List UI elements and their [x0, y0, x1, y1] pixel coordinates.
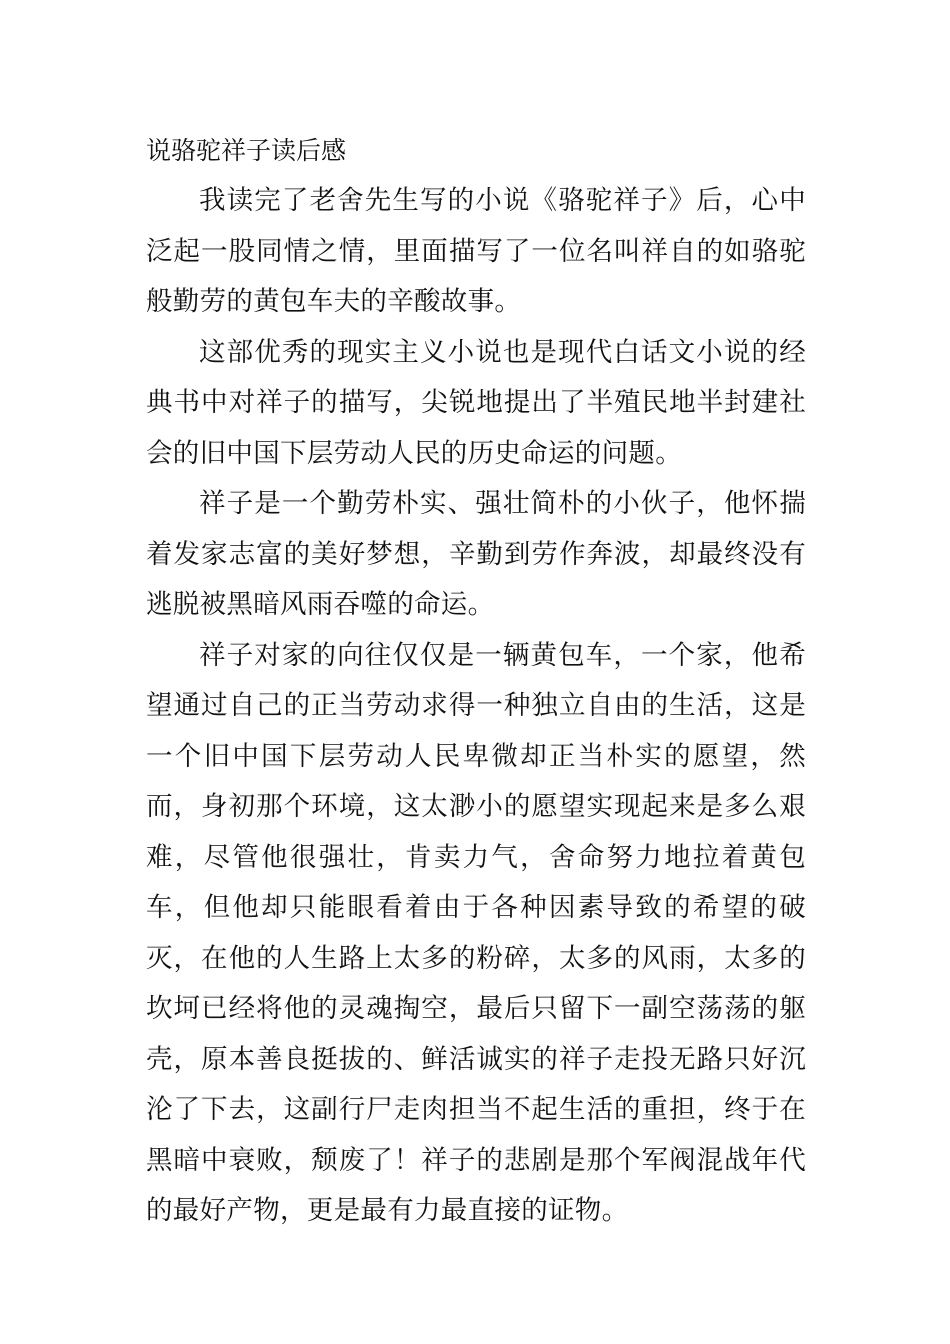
paragraph-2: 这部优秀的现实主义小说也是现代白话文小说的经典书中对祥子的描写，尖锐地提出了半殖民地半封建社会的旧中国下层劳动人民的历史命运的问题。 — [146, 336, 806, 469]
paragraph-3: 祥子是一个勤劳朴实、强壮简朴的小伙子，他怀揣着发家志富的美好梦想，辛勤到劳作奔波，却最终没有逃脱被黑暗风雨吞噬的命运。 — [146, 488, 806, 620]
document-title: 说骆驼祥子读后感 — [146, 136, 347, 165]
document-body — [146, 126, 806, 1237]
paragraph-1: 我读完了老舍先生写的小说《骆驼祥子》后，心中泛起一股同情之情，里面描写了一位名叫祥自的如骆驼般勤劳的黄包车夫的辛酸故事。 — [146, 185, 806, 317]
paragraph-4: 祥子对家的向往仅仅是一辆黄包车，一个家，他希望通过自己的正当劳动求得一种独立自由的生活，这是一个旧中国下层劳动人民卑微却正当朴实的愿望，然而，身初那个环境，这太渺小的愿望实现起来是多么艰难，尽管他很强壮，肯卖力气，舍命努力地拉着黄包车，但他却只能眼看着由于各种因素导致的希望的破灭，在他的人生路上太多的粉碎，太多的风雨，太多的坎坷已经将他的灵魂掏空，最后只留下一副空荡荡的躯壳，原本善良挺拔的、鲜活诚实的祥子走投无路只好沉沦了下去，这副行尸走肉担当不起生活的重担，终于在黑暗中衰败，颓废了！祥子的悲剧是那个军阀混战年代的最好产物，更是最有力最直接的证物。 — [146, 639, 806, 1226]
